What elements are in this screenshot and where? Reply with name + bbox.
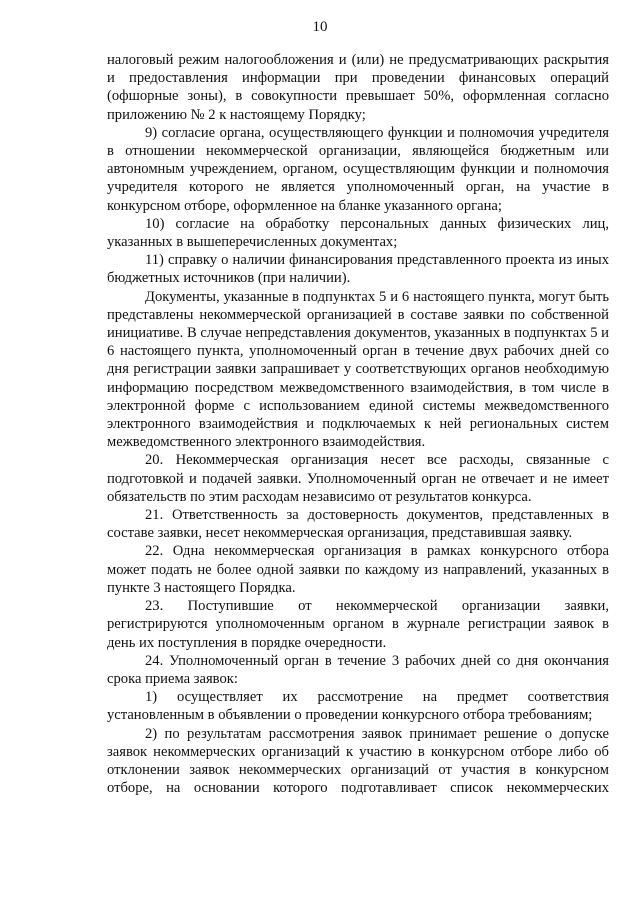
document-body [107, 51, 609, 797]
paragraph-clause-24: 24. Уполномоченный орган в течение 3 рабочих дней со дня окончания срока приема заявок: [107, 652, 609, 687]
page-number: 10 [312, 19, 328, 35]
paragraph-item-11: 11) справку о наличии финансирования представленного проекта из иных бюджетных источников (при наличии). [107, 252, 609, 287]
paragraph-clause-23: 23. Поступившие от некоммерческой организации заявки, регистрируются уполномоченным органом в журнале регистрации заявок в день их поступления в порядке очередности. [107, 598, 609, 651]
paragraph-clause-21: 21. Ответственность за достоверность документов, представленных в составе заявки, несет некоммерческая организация, представившая заявку. [107, 507, 609, 542]
paragraph-clause-24-item-2: 2) по результатам рассмотрения заявок принимает решение о допуске заявок некоммерческих организаций к участию в конкурсном отборе либо об отклонении заявок некоммерческих организаций от участия в конкурсном отборе, на основании которого подготавливает список некоммерческих [107, 725, 609, 797]
paragraph-documents-note: Документы, указанные в подпунктах 5 и 6 настоящего пункта, могут быть представлены некоммерческой организацией в составе заявки по собственной инициативе. В случае непредставления документов, указанных в подпунктах 5 и 6 настоящего пункта, уполномоченный орган в течение двух рабочих дней со дня регистрации заявки запрашивает у соответствующих органов необходимую информацию посредством межведомственного взаимодействия, в том числе в электронной форме с использованием единой системы межведомственного электронного взаимодействия и подключаемых к ней региональных систем межведомственного электронного взаимодействия. [107, 288, 609, 451]
paragraph-item-9: 9) согласие органа, осуществляющего функции и полномочия учредителя в отношении некоммерческой организации, являющейся бюджетным или автономным учреждением, органом, осуществляющим функции и полномочия учредителя которого не является уполномоченный орган, на участие в конкурсном отборе, оформленное на бланке указанного органа; [107, 124, 609, 214]
paragraph-item-8-continuation: налоговый режим налогообложения и (или) не предусматривающих раскрытия и предоставления информации при проведении финансовых операций (офшорные зоны), в совокупности превышает 50%, оформленная согласно приложению № 2 к настоящему Порядку; [107, 52, 609, 123]
paragraph-item-10: 10) согласие на обработку персональных данных физических лиц, указанных в вышеперечисленных документах; [107, 215, 609, 251]
paragraph-clause-22: 22. Одна некоммерческая организация в рамках конкурсного отбора может подать не более одной заявки по каждому из направлений, указанных в пункте 3 настоящего Порядка. [107, 543, 609, 596]
paragraph-clause-20: 20. Некоммерческая организация несет все расходы, связанные с подготовкой и подачей заявки. Уполномоченный орган не отвечает и не имеет обязательств по этим расходам независимо от результатов конкурса. [107, 452, 609, 505]
paragraph-clause-24-item-1: 1) осуществляет их рассмотрение на предмет соответствия установленным в объявлении о проведении конкурсного отбора требованиям; [107, 689, 609, 724]
